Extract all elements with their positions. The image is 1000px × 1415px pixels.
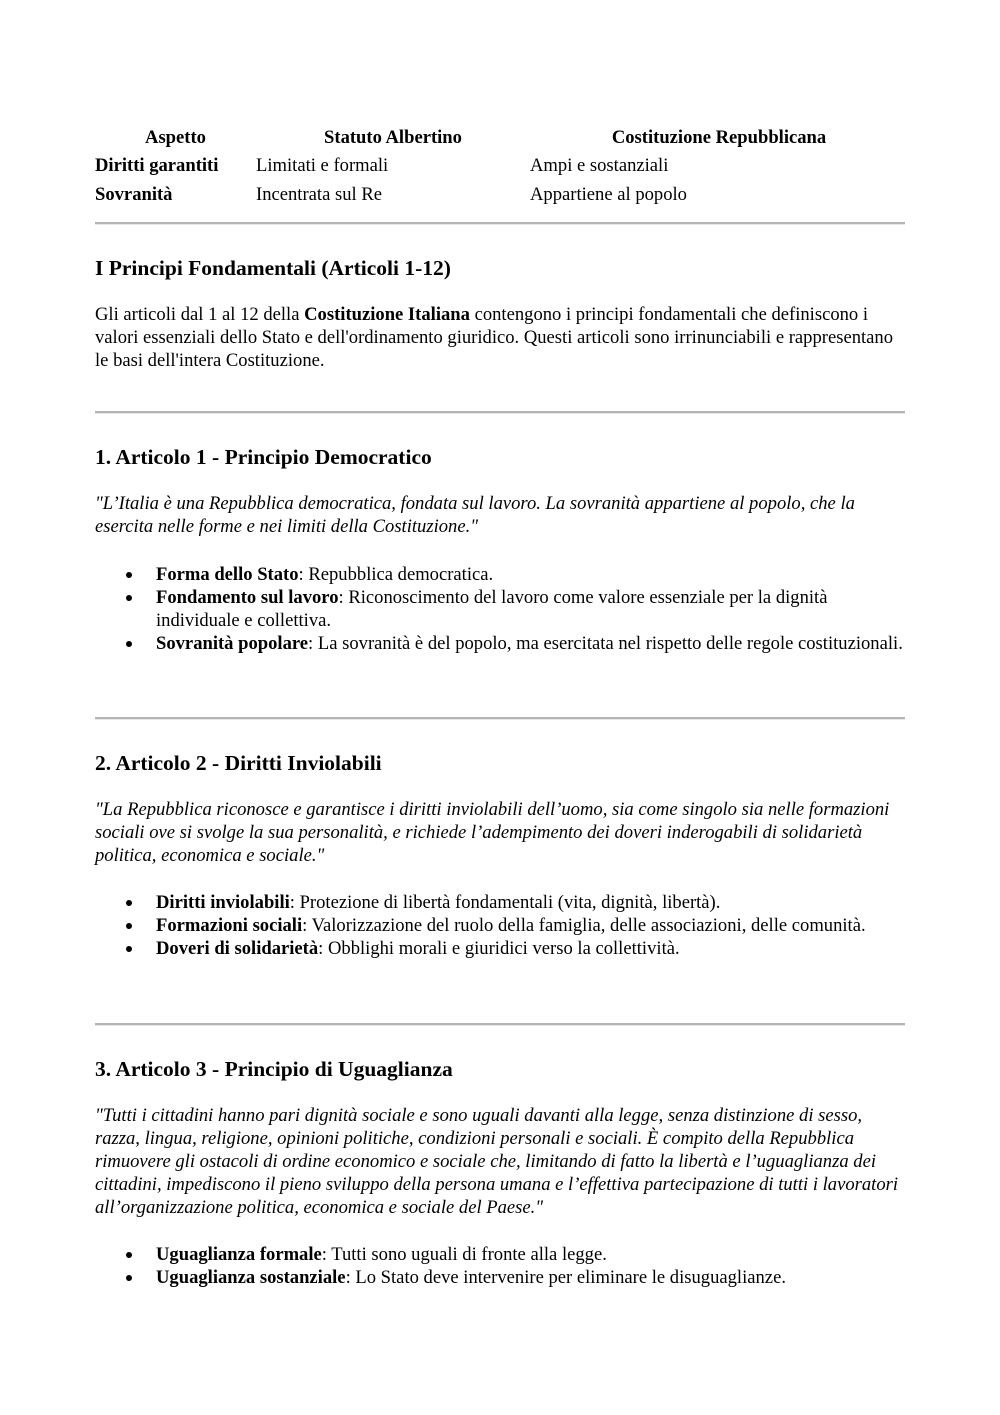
table-cell: Limitati e formali — [256, 155, 389, 177]
bullet-term: Fondamento sul lavoro — [156, 587, 339, 608]
bullet-term: Uguaglianza sostanziale — [156, 1267, 346, 1288]
table-cell: Appartiene al popolo — [530, 183, 687, 205]
table-row — [95, 152, 908, 181]
bullet-text: : Obblighi morali e giuridici verso la collettività. — [318, 938, 680, 959]
bullet-term: Uguaglianza formale — [156, 1244, 322, 1265]
list-item — [95, 937, 907, 960]
intro-text: Gli articoli dal 1 al 12 della — [95, 304, 305, 325]
list-item — [95, 563, 907, 586]
list-item — [95, 891, 907, 914]
bullet-term: Sovranità popolare — [156, 633, 309, 654]
article-3-quote: "Tutti i cittadini hanno pari dignità sociale e sono uguali davanti alla legge, senza distinzione di sesso, razza, lingua, religione, opinioni politiche, condizioni personali e sociali. È compito della Repubblica rimuovere gli ostacoli di ordine economico e sociale che, limitando di fatto la libertà e l’uguaglianza dei cittadini, impediscono il pieno sviluppo della persona umana e l’effettiva partecipazione di tutti i lavoratori all’organizzazione politica, economica e sociale del Paese." — [95, 1105, 899, 1218]
article-1-quote: "L’Italia è una Repubblica democratica, fondata sul lavoro. La sovranità appartiene al popolo, che la esercita nelle forme e nei limiti della Costituzione." — [95, 493, 855, 537]
horizontal-rule — [95, 1023, 905, 1026]
horizontal-rule — [95, 717, 905, 720]
bullet-term: Forma dello Stato — [156, 564, 299, 585]
bullet-icon — [126, 923, 132, 929]
list-item — [95, 1266, 907, 1289]
horizontal-rule — [95, 222, 905, 225]
bullet-text: : Tutti sono uguali di fronte alla legge. — [321, 1244, 607, 1265]
article-2-bullet-list — [95, 891, 907, 960]
bullet-term: Diritti inviolabili — [156, 892, 290, 913]
article-2-heading: 2. Articolo 2 - Diritti Inviolabili — [95, 751, 382, 775]
bullet-text: : Riconoscimento del lavoro come valore essenziale per la dignità individuale e collettiva. — [156, 587, 828, 631]
table-header-cell: Costituzione Repubblicana — [611, 126, 827, 148]
bullet-term: Formazioni sociali — [156, 915, 303, 936]
horizontal-rule — [95, 411, 905, 414]
list-item — [95, 1243, 907, 1266]
article-2-quote: "La Repubblica riconosce e garantisce i diritti inviolabili dell’uomo, sia come singolo sia nelle formazioni sociali ove si svolge la sua personalità, e richiede l’adempimento dei doveri inderogabili di solidarietà politica, economica e sociale." — [95, 799, 890, 866]
article-1-bullet-list — [95, 563, 907, 655]
table-header-row — [95, 123, 908, 152]
article-1-heading: 1. Articolo 1 - Principio Democratico — [95, 445, 432, 469]
bullet-icon — [126, 1252, 132, 1258]
bullet-text: : Protezione di libertà fondamentali (vita, dignità, libertà). — [289, 892, 721, 913]
table-cell: Incentrata sul Re — [256, 183, 382, 205]
bullet-icon — [126, 572, 132, 578]
list-item — [95, 586, 907, 632]
bullet-icon — [126, 900, 132, 906]
intro-bold-text: Costituzione Italiana — [304, 304, 470, 325]
bullet-text: : Repubblica democratica. — [298, 564, 494, 585]
list-item — [95, 632, 907, 655]
bullet-icon — [126, 1275, 132, 1281]
intro-text: contengono i principi fondamentali che definiscono i valori essenziali dello Stato e dell'ordinamento giuridico. Questi articoli sono irrinunciabili e rappresentano le basi dell'intera Costituzione. — [95, 304, 894, 371]
bullet-icon — [126, 595, 132, 601]
article-3-bullet-list — [95, 1243, 907, 1289]
list-item — [95, 914, 907, 937]
bullet-text: : Valorizzazione del ruolo della famiglia, delle associazioni, delle comunità. — [302, 915, 866, 936]
table-cell: Ampi e sostanziali — [530, 155, 669, 177]
table-row — [95, 180, 908, 209]
bullet-text: : La sovranità è del popolo, ma esercitata nel rispetto delle regole costituzionali. — [308, 633, 903, 654]
table-row-header: Diritti garantiti — [95, 155, 219, 177]
comparison-table — [95, 123, 908, 209]
intro-paragraph — [95, 303, 907, 372]
bullet-term: Doveri di solidarietà — [156, 938, 319, 959]
section-heading-intro: I Principi Fondamentali (Articoli 1-12) — [95, 256, 451, 280]
table-row-header: Sovranità — [95, 183, 173, 205]
bullet-text: : Lo Stato deve intervenire per eliminare le disuguaglianze. — [345, 1267, 786, 1288]
article-3-heading: 3. Articolo 3 - Principio di Uguaglianza — [95, 1057, 453, 1081]
bullet-icon — [126, 641, 132, 647]
table-header-cell: Statuto Albertino — [324, 126, 462, 148]
bullet-icon — [126, 946, 132, 952]
table-header-cell: Aspetto — [145, 126, 206, 148]
